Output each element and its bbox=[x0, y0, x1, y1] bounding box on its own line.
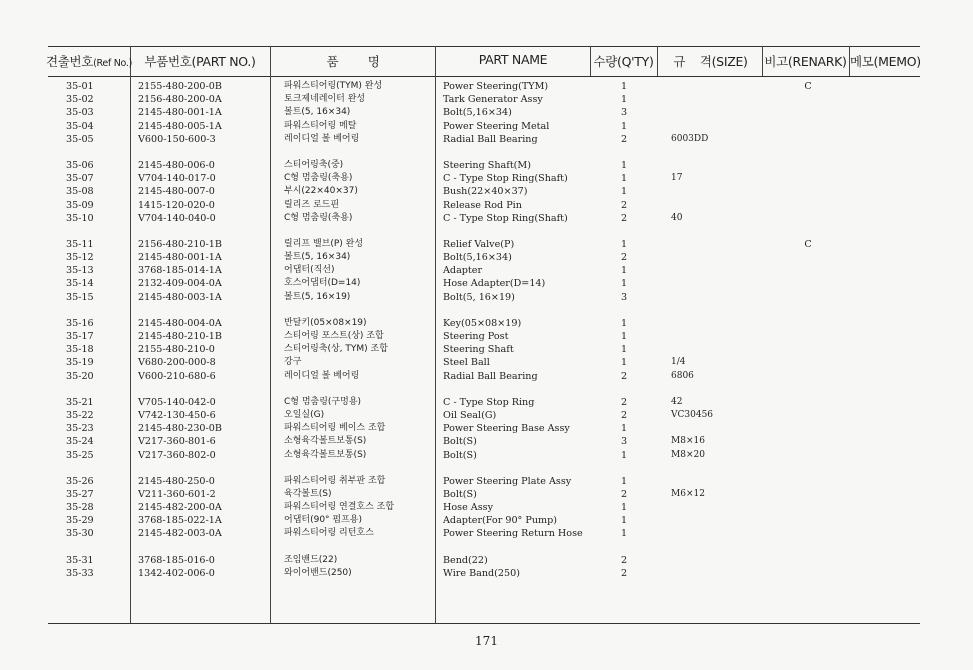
table-row bbox=[48, 185, 920, 198]
quantity-cell: 2 bbox=[621, 370, 628, 382]
part-number-cell: 2145-482-003-0A bbox=[138, 528, 222, 540]
part-name-cell: Bolt(S) bbox=[443, 449, 477, 461]
part-number-cell: 3768-185-016-0 bbox=[138, 554, 215, 566]
table-row bbox=[48, 475, 920, 488]
table-row bbox=[48, 93, 920, 106]
table-bottom-rule bbox=[48, 623, 920, 624]
ref-number-cell: 35-06 bbox=[66, 159, 94, 171]
quantity-cell: 1 bbox=[621, 186, 628, 198]
part-name-cell: Power Steering Base Assy bbox=[443, 423, 570, 435]
table-row bbox=[48, 159, 920, 172]
part-name-cell: Steel Ball bbox=[443, 357, 490, 369]
part-name-cell: Release Rod Pin bbox=[443, 199, 522, 211]
part-number-cell: V211-360-601-2 bbox=[138, 488, 216, 500]
part-number-cell: 2145-480-004-0A bbox=[138, 317, 222, 329]
part-name-cell: Power Steering Return Hose bbox=[443, 528, 583, 540]
quantity-cell: 2 bbox=[621, 199, 628, 211]
part-number-cell: 1415-120-020-0 bbox=[138, 199, 215, 211]
ref-number-cell: 35-01 bbox=[66, 81, 94, 92]
part-name-cell: Relief Valve(P) bbox=[443, 238, 515, 250]
ref-number-cell: 35-25 bbox=[66, 449, 94, 461]
part-name-cell: C - Type Stop Ring bbox=[443, 396, 535, 408]
remark-cell: C bbox=[804, 81, 812, 92]
part-name-cell: Bolt(S) bbox=[443, 436, 477, 448]
quantity-cell: 1 bbox=[621, 159, 628, 171]
korean-name-cell: 파워스티어링 리턴호스 bbox=[284, 528, 374, 539]
table-row bbox=[48, 330, 920, 343]
ref-number-cell: 35-16 bbox=[66, 317, 94, 329]
ref-number-cell: 35-27 bbox=[66, 488, 94, 500]
korean-name-cell: 파워스티어링 연결호스 조합 bbox=[284, 502, 395, 513]
table-row bbox=[48, 501, 920, 514]
part-number-cell: 2145-480-003-1A bbox=[138, 291, 222, 303]
part-number-cell: 1342-402-006-0 bbox=[138, 567, 215, 579]
header-remark: 비고(RENARK) bbox=[764, 54, 847, 69]
ref-number-cell: 35-26 bbox=[66, 475, 94, 487]
part-name-cell: Bolt(5,16×34) bbox=[443, 252, 512, 264]
part-name-cell: Adapter bbox=[443, 265, 483, 277]
table-row bbox=[48, 527, 920, 540]
table-row bbox=[48, 80, 920, 93]
part-number-cell: 2145-480-006-0 bbox=[138, 159, 215, 171]
korean-name-cell: 스티어링축(상, TYM) 조합 bbox=[284, 344, 388, 355]
quantity-cell: 3 bbox=[621, 291, 628, 303]
header-quantity: 수량(Q'TY) bbox=[593, 54, 654, 69]
ref-number-cell: 35-12 bbox=[66, 252, 94, 264]
korean-name-cell: C형 멈춤링(축용) bbox=[284, 173, 353, 184]
korean-name-cell: 볼트(5, 16×34) bbox=[284, 107, 351, 118]
table-header-rule bbox=[48, 76, 920, 77]
size-spec-cell: M6×12 bbox=[671, 488, 705, 499]
quantity-cell: 2 bbox=[621, 554, 628, 566]
part-name-cell: Power Steering Metal bbox=[443, 120, 550, 132]
remark-cell: C bbox=[804, 238, 812, 250]
row-group bbox=[48, 80, 920, 146]
table-row bbox=[48, 106, 920, 119]
part-name-cell: Wire Band(250) bbox=[443, 567, 520, 579]
quantity-cell: 3 bbox=[621, 436, 628, 448]
quantity-cell: 1 bbox=[621, 81, 628, 92]
parts-table-body bbox=[48, 80, 920, 593]
quantity-cell: 1 bbox=[621, 502, 628, 514]
size-spec-cell: 6003DD bbox=[671, 133, 709, 144]
part-number-cell: 2156-480-210-1B bbox=[138, 238, 222, 250]
table-row bbox=[48, 514, 920, 527]
table-row bbox=[48, 120, 920, 133]
quantity-cell: 1 bbox=[621, 449, 628, 461]
korean-name-cell: 스티어링 포스트(상) 조합 bbox=[284, 331, 384, 341]
quantity-cell: 1 bbox=[621, 94, 628, 106]
part-name-cell: Hose Adapter(D=14) bbox=[443, 278, 546, 290]
part-name-cell: Adapter(For 90° Pump) bbox=[443, 515, 558, 527]
part-name-cell: Bush(22×40×37) bbox=[443, 186, 528, 198]
ref-number-cell: 35-04 bbox=[66, 120, 94, 132]
ref-number-cell: 35-18 bbox=[66, 344, 94, 356]
korean-name-cell: 부시(22×40×37) bbox=[284, 186, 358, 197]
size-spec-cell: 17 bbox=[671, 173, 683, 184]
table-row bbox=[48, 370, 920, 383]
part-name-cell: Bolt(5,16×34) bbox=[443, 107, 512, 119]
quantity-cell: 2 bbox=[621, 252, 628, 264]
quantity-cell: 1 bbox=[621, 317, 628, 329]
table-row bbox=[48, 554, 920, 567]
part-name-cell: Bend(22) bbox=[443, 554, 488, 566]
part-number-cell: V704-140-017-0 bbox=[138, 173, 216, 185]
quantity-cell: 2 bbox=[621, 488, 628, 500]
part-number-cell: V705-140-042-0 bbox=[138, 396, 216, 408]
quantity-cell: 1 bbox=[621, 173, 628, 185]
part-name-cell: Radial Ball Bearing bbox=[443, 370, 538, 382]
part-name-cell: Hose Assy bbox=[443, 502, 493, 514]
ref-number-cell: 35-31 bbox=[66, 554, 94, 566]
korean-name-cell: 토크제네레이터 완성 bbox=[284, 94, 366, 105]
quantity-cell: 1 bbox=[621, 265, 628, 277]
ref-number-cell: 35-28 bbox=[66, 502, 94, 514]
korean-name-cell: 레이디얼 볼 베어링 bbox=[284, 133, 360, 144]
part-number-cell: V600-210-680-6 bbox=[138, 370, 216, 382]
table-row bbox=[48, 277, 920, 290]
size-spec-cell: 6806 bbox=[671, 370, 694, 381]
part-number-cell: 2145-480-210-1B bbox=[138, 331, 222, 342]
ref-number-cell: 35-14 bbox=[66, 278, 94, 290]
korean-name-cell: 스티어링축(중) bbox=[284, 159, 344, 170]
part-name-cell: Bolt(5, 16×19) bbox=[443, 291, 515, 303]
part-name-cell: Bolt(S) bbox=[443, 488, 477, 500]
part-number-cell: V217-360-802-0 bbox=[138, 449, 216, 461]
quantity-cell: 3 bbox=[621, 107, 628, 119]
korean-name-cell: 강구 bbox=[284, 357, 302, 368]
table-row bbox=[48, 343, 920, 356]
quantity-cell: 2 bbox=[621, 133, 628, 145]
quantity-cell: 2 bbox=[621, 212, 628, 224]
ref-number-cell: 35-19 bbox=[66, 357, 94, 369]
part-number-cell: V217-360-801-6 bbox=[138, 436, 216, 448]
table-row bbox=[48, 409, 920, 422]
part-name-cell: C - Type Stop Ring(Shaft) bbox=[443, 212, 568, 224]
table-row bbox=[48, 133, 920, 146]
korean-name-cell: C형 멈춤링(축용) bbox=[284, 212, 353, 223]
korean-name-cell: 레이디얼 볼 베어링 bbox=[284, 370, 360, 381]
part-name-cell: Tark Generator Assy bbox=[443, 94, 543, 106]
quantity-cell: 1 bbox=[621, 238, 628, 250]
korean-name-cell: 조임밴드(22) bbox=[284, 554, 338, 565]
korean-name-cell: 육각볼트(S) bbox=[284, 488, 332, 499]
quantity-cell: 1 bbox=[621, 475, 628, 487]
part-number-cell: V680-200-000-8 bbox=[138, 357, 216, 369]
header-korean-name: 품 명 bbox=[326, 54, 380, 69]
quantity-cell: 1 bbox=[621, 120, 628, 132]
korean-name-cell: 오일실(G) bbox=[284, 409, 325, 420]
size-spec-cell: M8×16 bbox=[671, 436, 705, 447]
part-number-cell: 3768-185-022-1A bbox=[138, 515, 222, 527]
part-name-cell: Oil Seal(G) bbox=[443, 409, 497, 421]
quantity-cell: 2 bbox=[621, 409, 628, 421]
quantity-cell: 1 bbox=[621, 423, 628, 435]
korean-name-cell: 파워스티어링 베이스 조합 bbox=[284, 423, 386, 434]
row-group bbox=[48, 317, 920, 383]
table-row bbox=[48, 212, 920, 225]
table-row bbox=[48, 356, 920, 369]
quantity-cell: 1 bbox=[621, 331, 628, 342]
quantity-cell: 2 bbox=[621, 396, 628, 408]
ref-number-cell: 35-21 bbox=[66, 396, 94, 408]
korean-name-cell: 소형육각볼트보통(S) bbox=[284, 436, 367, 447]
part-number-cell: V600-150-600-3 bbox=[138, 133, 216, 145]
part-name-cell: C - Type Stop Ring(Shaft) bbox=[443, 173, 568, 185]
korean-name-cell: 어댑터(직선) bbox=[284, 265, 335, 276]
table-row bbox=[48, 264, 920, 277]
quantity-cell: 1 bbox=[621, 528, 628, 540]
quantity-cell: 2 bbox=[621, 567, 628, 579]
part-name-cell: Steering Shaft(M) bbox=[443, 159, 531, 171]
row-group bbox=[48, 396, 920, 462]
korean-name-cell: 소형육각볼트보통(S) bbox=[284, 449, 367, 460]
row-group bbox=[48, 475, 920, 541]
ref-number-cell: 35-05 bbox=[66, 133, 94, 145]
korean-name-cell: 파워스티어링 메탈 bbox=[284, 120, 357, 131]
ref-number-cell: 35-10 bbox=[66, 212, 94, 224]
ref-number-cell: 35-07 bbox=[66, 173, 94, 185]
table-row bbox=[48, 238, 920, 251]
korean-name-cell: 릴리프 밸브(P) 완성 bbox=[284, 238, 364, 249]
size-spec-cell: M8×20 bbox=[671, 449, 705, 460]
korean-name-cell: 릴리즈 로드핀 bbox=[284, 199, 340, 210]
header-part-no: 부품번호(PART NO.) bbox=[144, 54, 256, 69]
part-name-cell: Steering Shaft bbox=[443, 344, 514, 356]
korean-name-cell: 어댑터(90° 펌프용) bbox=[284, 515, 362, 526]
table-row bbox=[48, 251, 920, 264]
table-top-rule bbox=[48, 46, 920, 47]
header-part-name: PART NAME bbox=[478, 52, 548, 67]
row-group bbox=[48, 238, 920, 304]
ref-number-cell: 35-13 bbox=[66, 265, 94, 277]
size-spec-cell: 1/4 bbox=[671, 357, 686, 368]
korean-name-cell: 반달키(05×08×19) bbox=[284, 317, 367, 328]
ref-number-cell: 35-03 bbox=[66, 107, 94, 119]
ref-number-cell: 35-20 bbox=[66, 370, 94, 382]
row-group bbox=[48, 159, 920, 225]
ref-number-cell: 35-24 bbox=[66, 436, 94, 448]
header-ref-no: 견출번호(Ref No.) bbox=[46, 54, 132, 69]
korean-name-cell: C형 멈춤링(구멍용) bbox=[284, 396, 362, 407]
size-spec-cell: 40 bbox=[671, 212, 683, 223]
part-number-cell: 2145-480-001-1A bbox=[138, 252, 222, 264]
table-row bbox=[48, 317, 920, 330]
quantity-cell: 1 bbox=[621, 344, 628, 356]
table-row bbox=[48, 435, 920, 448]
table-row bbox=[48, 291, 920, 304]
ref-number-cell: 35-23 bbox=[66, 423, 94, 435]
ref-number-cell: 35-29 bbox=[66, 515, 94, 527]
part-number-cell: 2132-409-004-0A bbox=[138, 278, 222, 290]
part-number-cell: V704-140-040-0 bbox=[138, 212, 216, 224]
header-memo: 메모(MEMO) bbox=[850, 54, 921, 69]
part-name-cell: Key(05×08×19) bbox=[443, 317, 522, 329]
part-number-cell: 2145-480-230-0B bbox=[138, 423, 222, 435]
column-divider bbox=[657, 46, 658, 76]
quantity-cell: 1 bbox=[621, 515, 628, 527]
table-row bbox=[48, 449, 920, 462]
size-spec-cell: 42 bbox=[671, 396, 683, 407]
part-number-cell: 2145-482-200-0A bbox=[138, 502, 222, 514]
part-name-cell: Power Steering Plate Assy bbox=[443, 475, 572, 487]
part-number-cell: 2145-480-005-1A bbox=[138, 120, 222, 132]
ref-number-cell: 35-08 bbox=[66, 186, 94, 198]
row-group bbox=[48, 554, 920, 580]
table-row bbox=[48, 172, 920, 185]
korean-name-cell: 파워스티어링 취부판 조합 bbox=[284, 475, 386, 486]
korean-name-cell: 와이어밴드(250) bbox=[284, 567, 352, 578]
part-number-cell: 2145-480-007-0 bbox=[138, 186, 215, 198]
part-name-cell: Power Steering(TYM) bbox=[443, 81, 549, 92]
ref-number-cell: 35-22 bbox=[66, 409, 94, 421]
ref-number-cell: 35-09 bbox=[66, 199, 94, 211]
korean-name-cell: 볼트(5, 16×19) bbox=[284, 291, 351, 302]
ref-number-cell: 35-02 bbox=[66, 94, 94, 106]
part-number-cell: 2155-480-210-0 bbox=[138, 344, 215, 356]
part-number-cell: 2145-480-250-0 bbox=[138, 475, 215, 487]
header-size: 규 격(SIZE) bbox=[673, 54, 748, 69]
part-number-cell: 3768-185-014-1A bbox=[138, 265, 222, 277]
page-number: 171 bbox=[475, 634, 498, 648]
ref-number-cell: 35-33 bbox=[66, 567, 94, 579]
part-name-cell: Radial Ball Bearing bbox=[443, 133, 538, 145]
table-row bbox=[48, 567, 920, 580]
table-row bbox=[48, 396, 920, 409]
ref-number-cell: 35-11 bbox=[66, 238, 94, 250]
part-number-cell: 2145-480-001-1A bbox=[138, 107, 222, 119]
quantity-cell: 1 bbox=[621, 278, 628, 290]
part-number-cell: 2155-480-200-0B bbox=[138, 81, 222, 92]
size-spec-cell: VC30456 bbox=[671, 409, 714, 420]
table-row bbox=[48, 422, 920, 435]
table-row bbox=[48, 488, 920, 501]
part-name-cell: Steering Post bbox=[443, 331, 509, 342]
korean-name-cell: 호스어댑터(D=14) bbox=[284, 278, 361, 289]
quantity-cell: 1 bbox=[621, 357, 628, 369]
ref-number-cell: 35-17 bbox=[66, 331, 94, 342]
ref-number-cell: 35-30 bbox=[66, 528, 94, 540]
ref-number-cell: 35-15 bbox=[66, 291, 94, 303]
korean-name-cell: 볼트(5, 16×34) bbox=[284, 252, 351, 263]
table-row bbox=[48, 199, 920, 212]
korean-name-cell: 파워스티어링(TYM) 완성 bbox=[284, 81, 383, 91]
part-number-cell: 2156-480-200-0A bbox=[138, 94, 222, 106]
part-number-cell: V742-130-450-6 bbox=[138, 409, 216, 421]
